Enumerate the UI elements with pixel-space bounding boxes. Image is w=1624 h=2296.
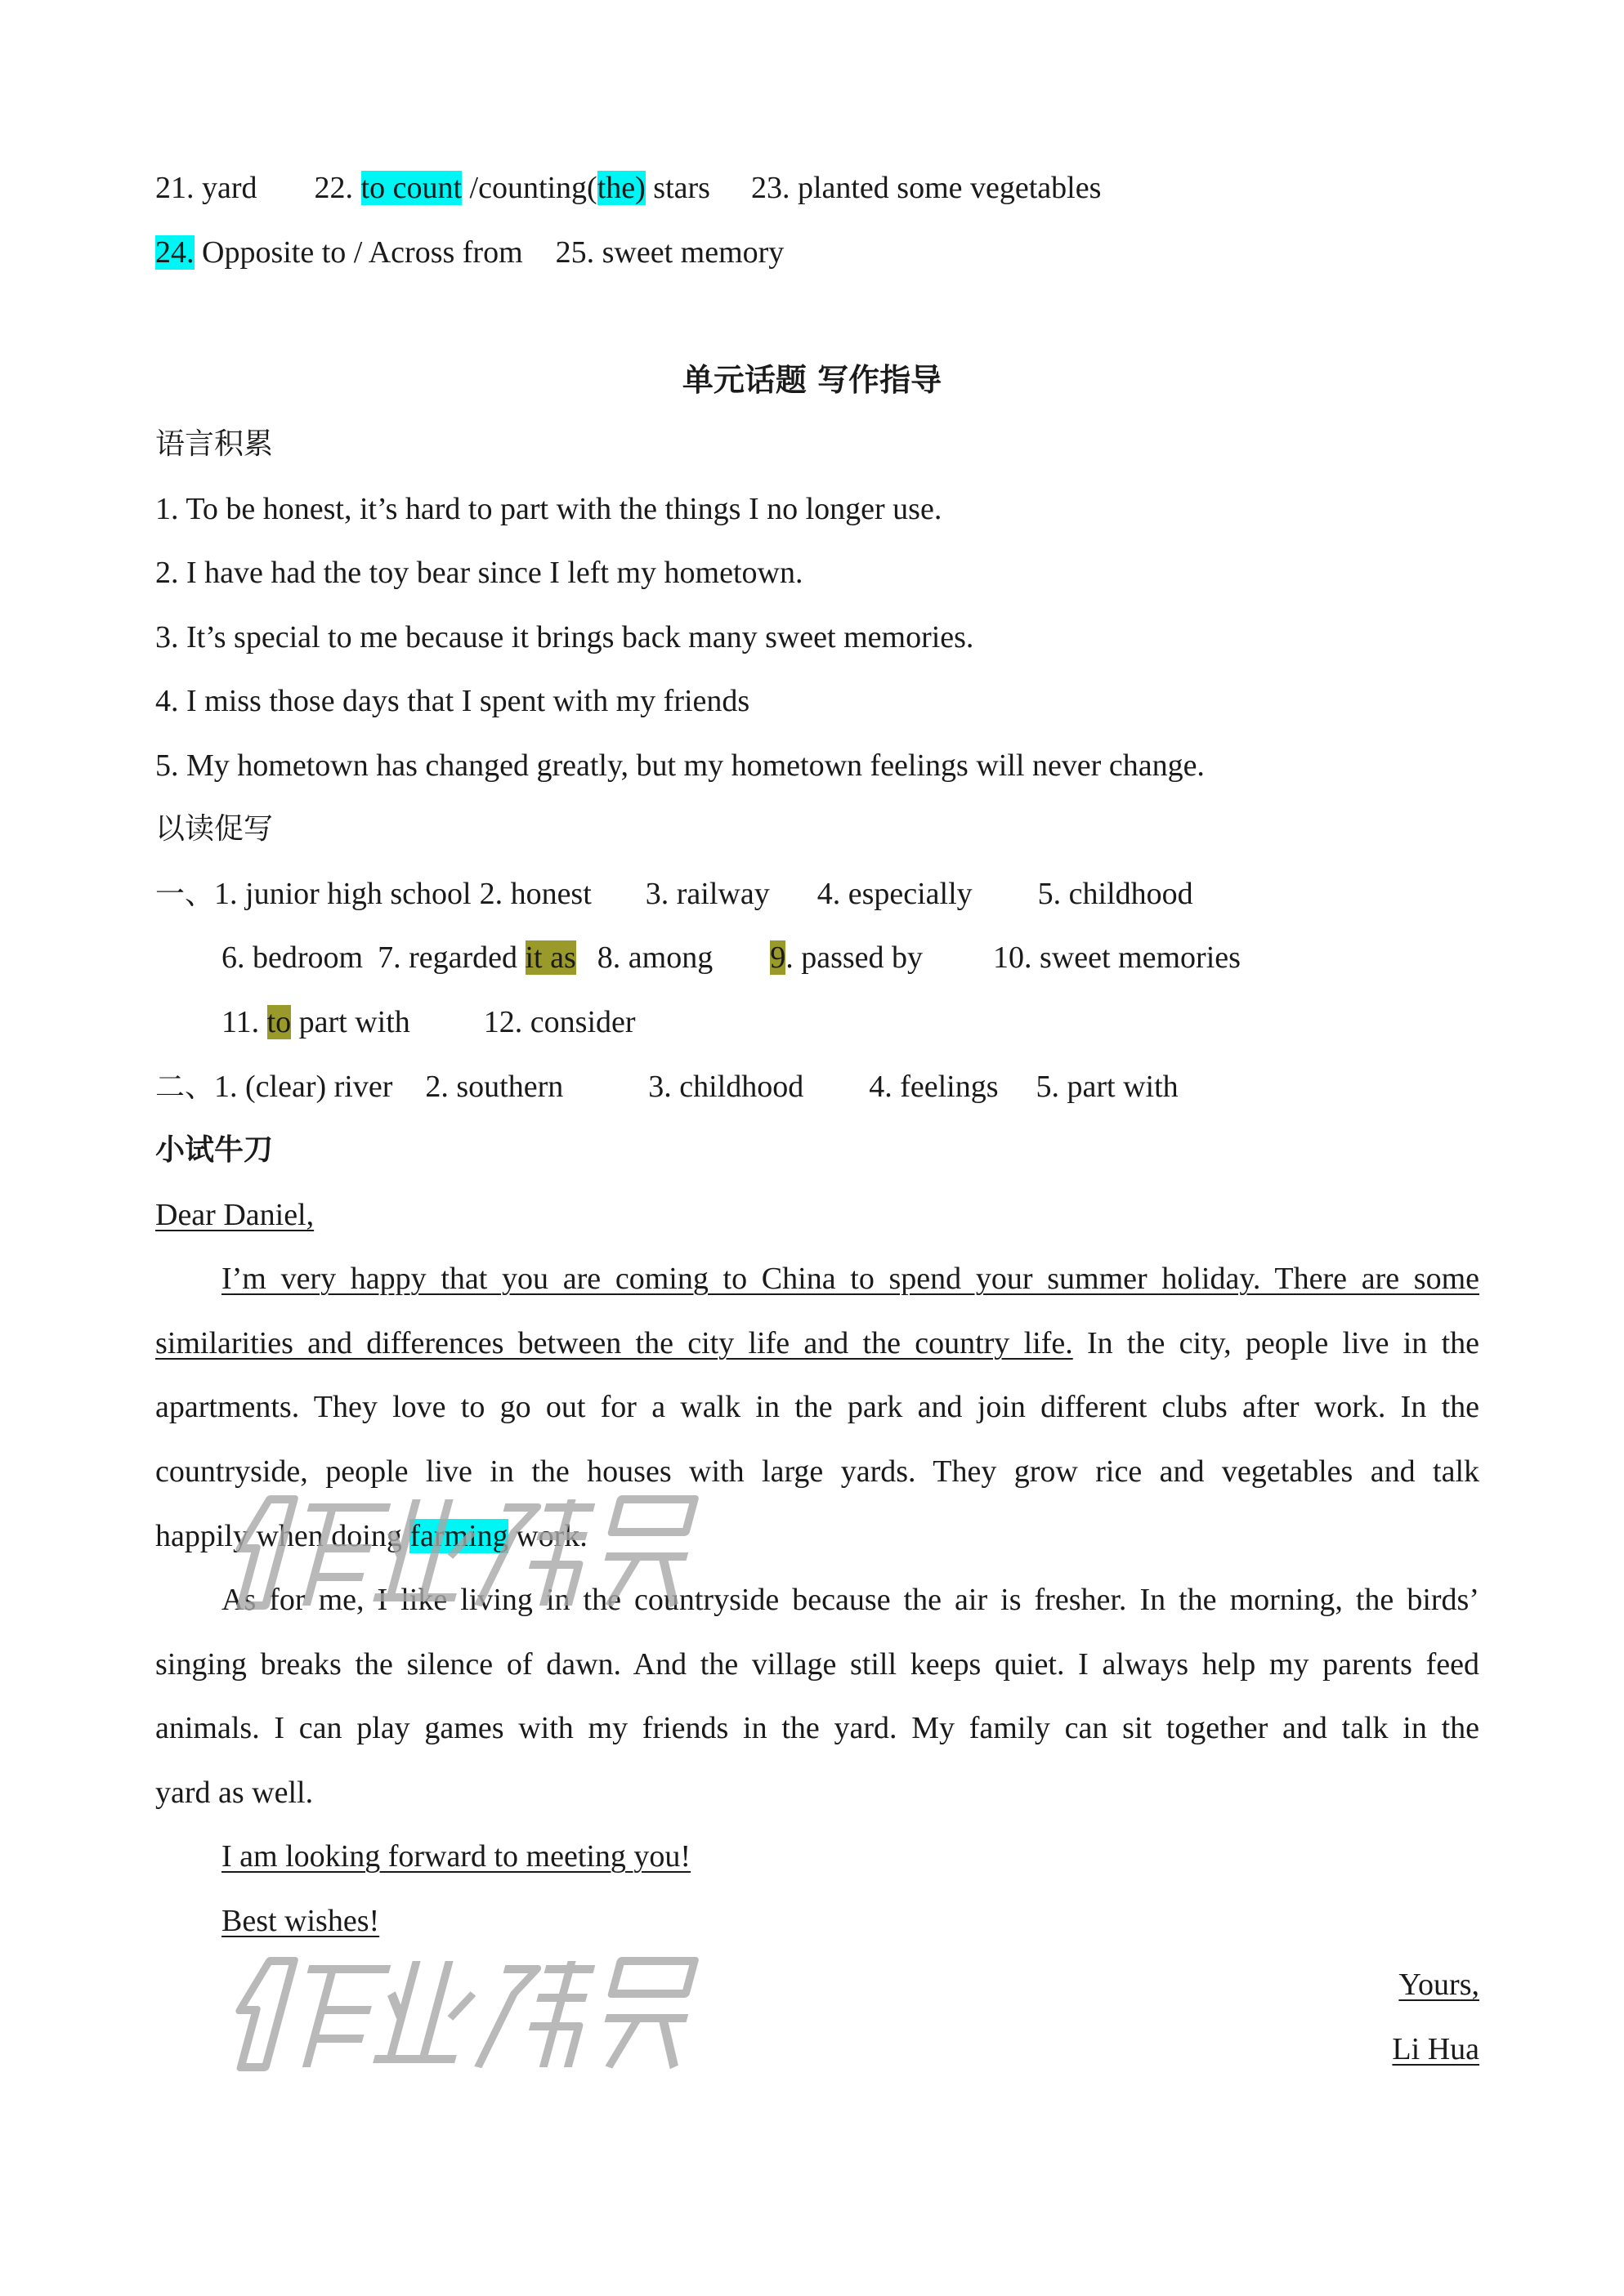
letter-text: In the city, people live in the — [1072, 1326, 1479, 1360]
part1-row-3 — [221, 1002, 1546, 1043]
section-title: 单元话题 写作指导 — [682, 362, 942, 398]
part2-answer: 3. childhood — [648, 1070, 804, 1104]
part1-highlight: it as — [525, 940, 576, 975]
part2-answer: 2. southern — [425, 1070, 564, 1104]
lang-accum-item: 3. It’s special to me because it brings back many sweet memories. — [155, 620, 974, 654]
letter-highlight: farming — [409, 1519, 508, 1553]
part2-row — [155, 1066, 1479, 1108]
letter-p1-line-4: countryside, people live in the houses with large yards. They grow rice and vegetables and talk — [155, 1454, 1479, 1489]
letter-p1-line-2 — [155, 1323, 1479, 1364]
letter-greeting — [155, 1195, 1479, 1235]
letter-p1-line-5 — [155, 1516, 1479, 1557]
lang-accum-item: 4. I miss those days that I spent with my friends — [155, 684, 750, 718]
part1-row-1 — [155, 873, 1479, 915]
part1-answer: 8. among — [597, 940, 714, 975]
part1-answer: 6. bedroom — [221, 940, 364, 975]
part1-highlight: 9 — [770, 940, 786, 975]
watermark-logo — [217, 1945, 699, 2084]
part1-answer: part with — [291, 1005, 410, 1039]
letter-text-underlined: similarities and differences between the city life and the country life. — [155, 1326, 1073, 1360]
letter-closing-1 — [221, 1836, 1546, 1877]
trial-heading: 小试牛刀 — [155, 1133, 274, 1167]
part1-answer: 2. honest — [479, 877, 592, 911]
letter-sign-name: Li Hua — [1392, 2032, 1479, 2066]
part1-answer: 1. junior high school — [214, 877, 472, 911]
part1-row-2 — [221, 937, 1546, 978]
part2-answer: 5. part with — [1036, 1070, 1179, 1104]
part1-answer: . passed by — [785, 940, 924, 975]
letter-p2-line-3: animals. I can play games with my friends in the yard. My family can sit together and talk in the — [155, 1711, 1479, 1745]
answer-22-part-b: /counting( — [462, 171, 597, 205]
letter-p1-line-1 — [221, 1258, 1479, 1299]
part2-label: 二、 — [155, 1070, 215, 1104]
read-write-heading: 以读促写 — [155, 812, 274, 846]
answer-24-num: 24. — [155, 235, 195, 270]
letter-text: work. — [508, 1519, 588, 1553]
lang-accum-item: 1. To be honest, it’s hard to part with the things I no longer use. — [155, 492, 942, 526]
part1-answer: 3. railway — [645, 877, 770, 911]
answer-23: 23. planted some vegetables — [750, 171, 1102, 205]
answer-24: Opposite to / Across from — [194, 235, 523, 270]
lang-accum-item: 2. I have had the toy bear since I left my hometown. — [155, 556, 803, 590]
part1-label: 一、 — [155, 878, 215, 911]
letter-p1-line-3: apartments. They love to go out for a walk in the park and join different clubs after work. In the — [155, 1390, 1479, 1424]
answer-25: 25. sweet memory — [555, 235, 785, 270]
part1-answer: 11. — [221, 1005, 267, 1039]
part2-answer: 1. (clear) river — [214, 1070, 393, 1104]
part1-answer: 4. especially — [816, 877, 973, 911]
part1-answer: 5. childhood — [1037, 877, 1193, 911]
answers-row-2 — [155, 232, 1479, 273]
part1-answer: 10. sweet memories — [993, 940, 1241, 975]
answer-22-num: 22. — [314, 171, 361, 205]
letter-p2-line-1: As for me, I like living in the countryside because the air is fresher. In the morning, the birds’ — [221, 1583, 1479, 1617]
part2-answer: 4. feelings — [869, 1070, 999, 1104]
lang-accum-heading: 语言积累 — [155, 427, 274, 461]
closing-text: Best wishes! — [221, 1904, 380, 1938]
letter-sign-yours: Yours, — [1398, 1968, 1479, 2002]
letter-text: happily when doing — [155, 1519, 410, 1553]
letter-p2-line-2: singing breaks the silence of dawn. And the village still keeps quiet. I always help my parents feed — [155, 1647, 1479, 1682]
lang-accum-item: 5. My hometown has changed greatly, but my hometown feelings will never change. — [155, 748, 1205, 783]
answer-22-highlight-a: to count — [360, 171, 463, 205]
answer-21: 21. yard — [155, 171, 257, 205]
greeting-text: Dear Daniel, — [155, 1198, 315, 1232]
part1-highlight: to — [266, 1005, 292, 1039]
part1-answer: 7. regarded — [378, 940, 526, 975]
answers-row-1 — [155, 168, 1479, 208]
letter-text: I’m very happy that you are coming to China to spend your summer holiday. There are some — [221, 1262, 1479, 1296]
part1-answer: 12. consider — [483, 1005, 636, 1039]
answer-22-part-d: stars — [645, 171, 710, 205]
letter-p2-line-4: yard as well. — [155, 1776, 314, 1810]
answer-22-highlight-c: the) — [597, 171, 646, 205]
closing-text: I am looking forward to meeting you! — [221, 1839, 691, 1874]
letter-closing-2 — [221, 1901, 1546, 1941]
